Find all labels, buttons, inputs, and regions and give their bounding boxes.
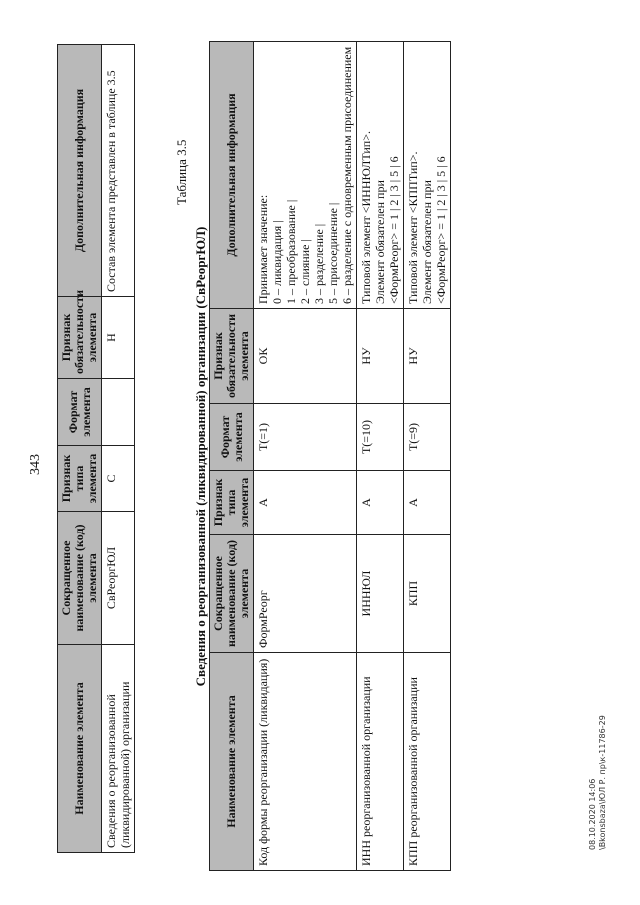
table-row (254, 42, 357, 871)
table-row (404, 42, 451, 871)
column-header: Дополнительная информация (210, 42, 254, 309)
column-header: Наименование элемента (58, 645, 102, 853)
info-line: Элемент обязателен при (373, 180, 387, 304)
table-caption: Сведения о реорганизованной (ликвидированной) организации (СвРеоргЮЛ) (193, 226, 208, 687)
elements-table (57, 44, 135, 853)
element-info: Состав элемента представлен в таблице 3.5 (102, 45, 135, 297)
info-line: 6 – разделение с одновременным присоединением (340, 46, 354, 304)
column-header: Признак типа элемента (58, 446, 102, 512)
element-code: ИННЮЛ (357, 535, 404, 653)
element-code: КПП (404, 535, 451, 653)
info-line: <ФормРеорг> = 1 | 2 | 3 | 5 | 6 (434, 156, 448, 304)
info-title: Принимает значение: (256, 194, 270, 304)
info-title: Типовой элемент <ИННЮЛТип>. (359, 131, 373, 304)
info-line: 5 – присоединение | (326, 202, 340, 304)
element-type: С (102, 446, 135, 512)
element-name: Код формы реорганизации (ликвидация) (254, 653, 357, 871)
column-header: Признак обязательности элемента (210, 309, 254, 404)
element-info (357, 42, 404, 309)
table-number: Таблица 3.5 (174, 139, 189, 205)
column-header: Сокращенное наименование (код) элемента (58, 512, 102, 645)
stamp-path: \Bkonsbaza\ЮЛ Р. пр\к-11786-29 (598, 715, 607, 850)
element-format: T(=1) (254, 404, 357, 471)
element-requirement: НУ (404, 309, 451, 404)
info-line: Элемент обязателен при (420, 180, 434, 304)
element-code: СвРеоргЮЛ (102, 512, 135, 645)
element-code: ФормРеорг (254, 535, 357, 653)
element-format: T(=9) (404, 404, 451, 471)
column-header: Дополнительная информация (58, 45, 102, 297)
element-type: А (254, 471, 357, 535)
column-header: Формат элемента (210, 404, 254, 471)
element-format (102, 379, 135, 446)
element-name: Сведения о реорганизованной (ликвидированной) организации (102, 645, 135, 853)
element-name: ИНН реорганизованной организации (357, 653, 404, 871)
element-requirement: Н (102, 297, 135, 379)
element-format: T(=10) (357, 404, 404, 471)
column-header: Признак обязательности элемента (58, 297, 102, 379)
info-line: <ФормРеорг> = 1 | 2 | 3 | 5 | 6 (387, 156, 401, 304)
column-header: Формат элемента (58, 379, 102, 446)
info-line: 3 – разделение | (312, 223, 326, 304)
element-info (404, 42, 451, 309)
table-row (357, 42, 404, 871)
element-requirement: ОК (254, 309, 357, 404)
column-header: Признак типа элемента (210, 471, 254, 535)
info-line: 1 – преобразование | (284, 199, 298, 304)
reorganization-table (209, 41, 451, 871)
table-row (102, 45, 135, 853)
element-requirement: НУ (357, 309, 404, 404)
info-line: 2 – слияние | (298, 239, 312, 304)
stamp-date: 08.10.2020 14:06 (588, 778, 597, 850)
info-line: 0 – ликвидация | (270, 220, 284, 304)
column-header: Наименование элемента (210, 653, 254, 871)
table-header-row (210, 42, 254, 871)
element-type: А (404, 471, 451, 535)
table-header-row (58, 45, 102, 853)
column-header: Сокращенное наименование (код) элемента (210, 535, 254, 653)
page-number: 343 (28, 454, 43, 475)
element-type: А (357, 471, 404, 535)
element-name: КПП реорганизованной организации (404, 653, 451, 871)
element-info (254, 42, 357, 309)
print-stamp (588, 715, 608, 850)
info-title: Типовой элемент <КППТип>. (406, 151, 420, 304)
